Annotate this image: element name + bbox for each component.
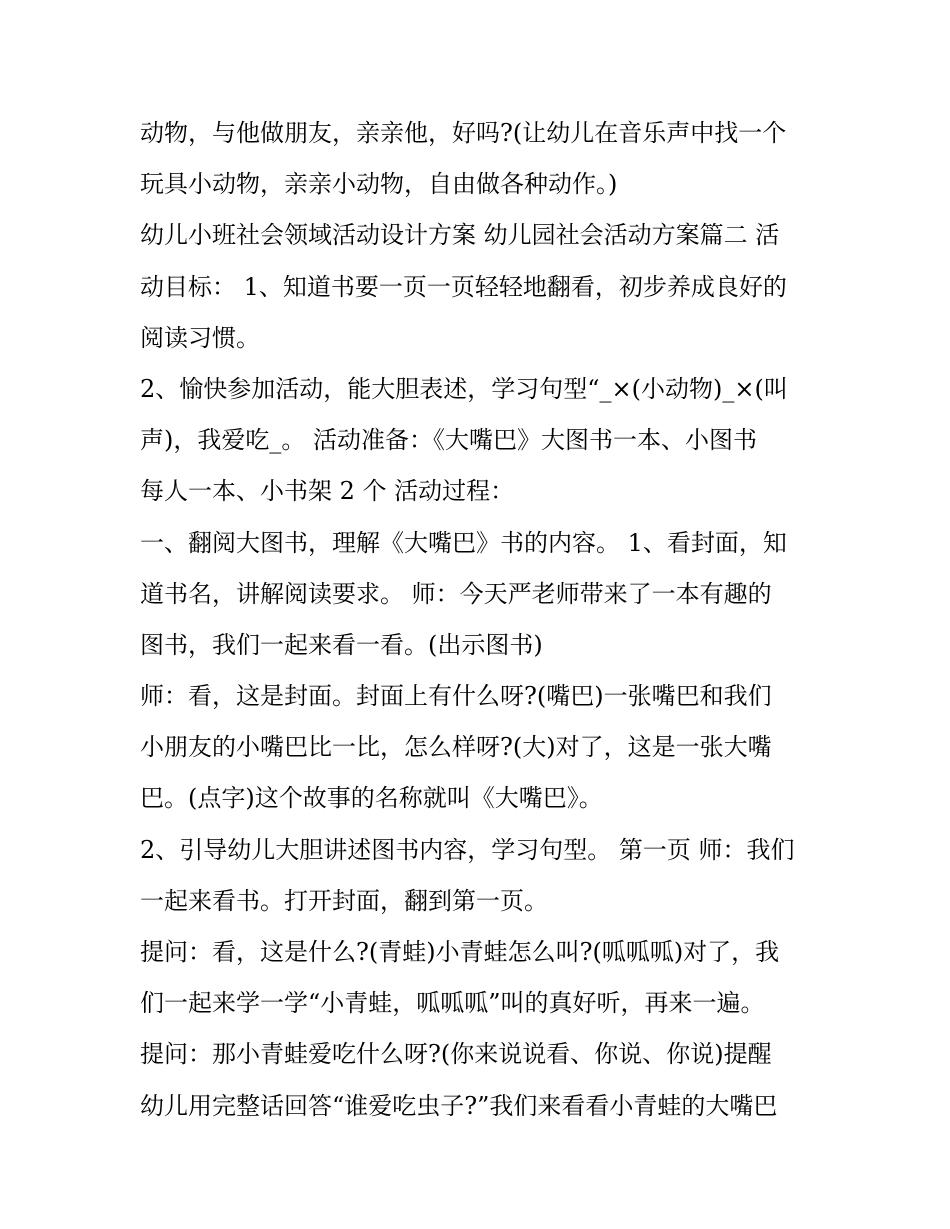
- text-line: 们一起来学一学“小青蛙，呱呱呱”叫的真好听，再来一遍。: [140, 989, 765, 1018]
- text-line: 一起来看书。打开封面，翻到第一页。: [140, 886, 548, 915]
- text-line: 师：看，这是封面。封面上有什么呀?(嘴巴)一张嘴巴和我们: [140, 682, 772, 711]
- text-line: 小朋友的小嘴巴比一比，怎么样呀?(大)对了，这是一张大嘴: [140, 733, 772, 762]
- text-line: 提问：那小青蛙爱吃什么呀?(你来说说看、你说、你说)提醒: [140, 1040, 772, 1069]
- text-line: 图书，我们一起来看一看。(出示图书): [140, 630, 543, 659]
- text-line: 幼儿小班社会领域活动设计方案 幼儿园社会活动方案篇二 活: [140, 221, 780, 250]
- text-line: 提问：看，这是什么?(青蛙)小青蛙怎么叫?(呱呱呱)对了，我: [140, 938, 780, 966]
- text-line: 巴。(点字)这个故事的名称就叫《大嘴巴》。: [140, 784, 603, 813]
- text-line: 声)，我爱吃_。 活动准备：《大嘴巴》大图书一本、小图书: [140, 426, 757, 455]
- text-line: 幼儿用完整话回答“谁爱吃虫子?”我们来看看小青蛙的大嘴巴: [140, 1091, 778, 1120]
- text-line: 动物，与他做朋友，亲亲他，好吗?(让幼儿在音乐声中找一个: [140, 119, 787, 147]
- text-line: 一、翻阅大图书，理解《大嘴巴》书的内容。 1、看封面，知: [140, 528, 787, 557]
- text-line: 阅读习惯。: [140, 323, 260, 352]
- text-line: 2、愉快参加活动，能大胆表述，学习句型“_×(小动物)_×(叫: [140, 374, 788, 403]
- text-line: 玩具小动物，亲亲小动物，自由做各种动作。): [140, 170, 618, 199]
- text-line: 动目标： 1、知道书要一页一页轻轻地翻看，初步养成良好的: [140, 272, 787, 301]
- text-line: 2、引导幼儿大胆讲述图书内容，学习句型。 第一页 师：我们: [140, 835, 795, 864]
- body-text: [140, 108, 820, 1132]
- text-line: 道书名，讲解阅读要求。 师：今天严老师带来了一本有趣的: [140, 579, 772, 608]
- text-line: 每人一本、小书架 2 个 活动过程：: [140, 477, 515, 506]
